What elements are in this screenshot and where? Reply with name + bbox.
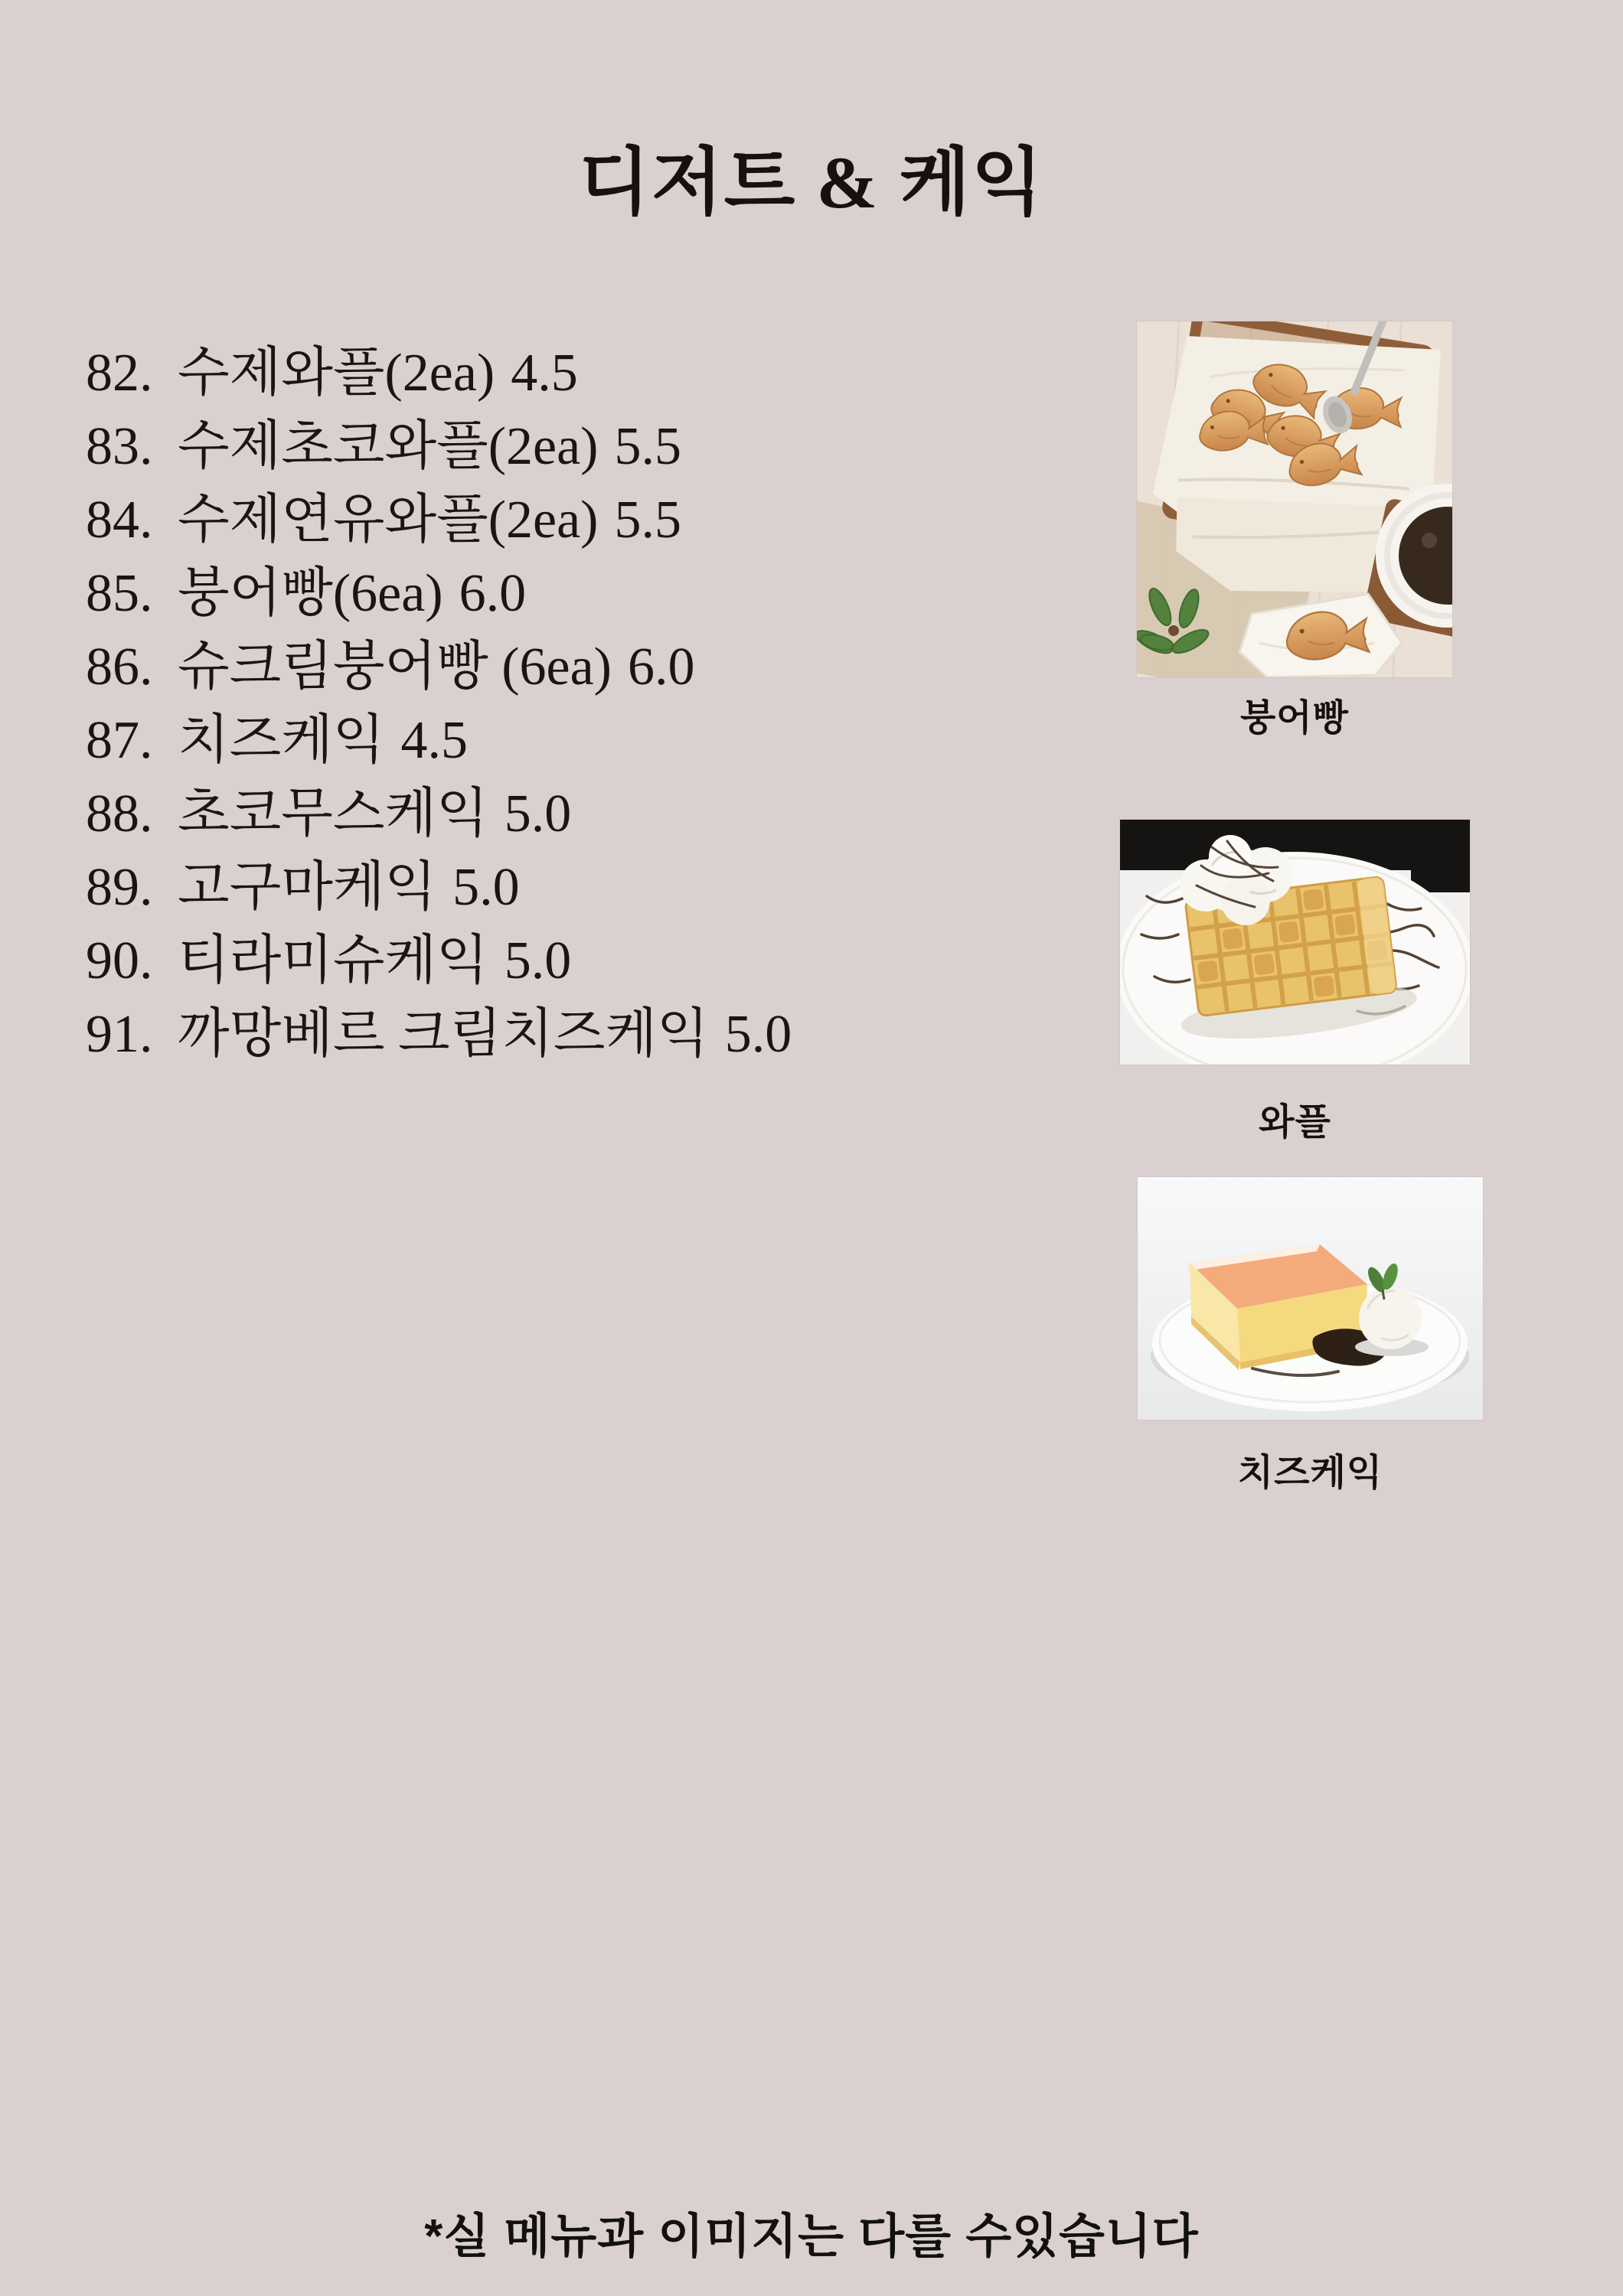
item-name: 초코무스케익 bbox=[178, 784, 488, 843]
item-name: 치즈케익 bbox=[178, 711, 385, 770]
item-price: 5.5 bbox=[614, 491, 681, 550]
item-price: 5.0 bbox=[452, 858, 520, 917]
item-number: 90. bbox=[86, 931, 153, 990]
waffle-photo bbox=[1120, 820, 1470, 1065]
item-price: 6.0 bbox=[459, 564, 527, 623]
item-number: 85. bbox=[86, 564, 153, 623]
bungeoppang-photo bbox=[1137, 321, 1452, 677]
menu-item bbox=[86, 925, 792, 998]
menu-item bbox=[86, 704, 792, 778]
item-price: 5.5 bbox=[614, 417, 681, 476]
item-price: 5.0 bbox=[504, 931, 572, 990]
cheesecake-photo bbox=[1138, 1177, 1483, 1420]
item-name: 고구마케익 bbox=[178, 858, 437, 917]
figure-waffle bbox=[1120, 820, 1470, 1145]
item-name: 티라미슈케익 bbox=[178, 931, 488, 990]
item-name: 수제와플(2ea) bbox=[178, 344, 495, 403]
item-number: 86. bbox=[86, 638, 153, 696]
item-number: 87. bbox=[86, 711, 153, 770]
item-name: 수제연유와플(2ea) bbox=[178, 491, 599, 550]
item-number: 82. bbox=[86, 344, 153, 403]
figure-cheesecake bbox=[1138, 1177, 1483, 1495]
footer-note: *실 메뉴과 이미지는 다를 수있습니다 bbox=[424, 2210, 1199, 2263]
menu-item bbox=[86, 337, 792, 410]
menu-item bbox=[86, 631, 792, 704]
item-price: 5.0 bbox=[724, 1005, 792, 1064]
item-name: 슈크림붕어빵 (6ea) bbox=[178, 638, 612, 696]
item-number: 83. bbox=[86, 417, 153, 476]
figure-bungeoppang bbox=[1137, 321, 1452, 741]
menu-item bbox=[86, 998, 792, 1071]
item-number: 89. bbox=[86, 858, 153, 917]
item-price: 6.0 bbox=[627, 638, 695, 696]
figure-caption: 치즈케익 bbox=[1237, 1453, 1383, 1493]
menu-item bbox=[86, 851, 792, 925]
item-number: 88. bbox=[86, 784, 153, 843]
menu-item bbox=[86, 557, 792, 631]
item-price: 4.5 bbox=[511, 344, 578, 403]
figure-caption: 와플 bbox=[1259, 1102, 1331, 1143]
item-number: 84. bbox=[86, 491, 153, 550]
item-number: 91. bbox=[86, 1005, 153, 1064]
figure-caption: 붕어빵 bbox=[1239, 698, 1350, 739]
item-name: 까망베르 크림치즈케익 bbox=[178, 1005, 709, 1064]
menu-item bbox=[86, 778, 792, 851]
page-title: 디저트 & 케익 bbox=[579, 142, 1044, 223]
menu-item bbox=[86, 410, 792, 484]
item-name: 수제초코와플(2ea) bbox=[178, 417, 599, 476]
item-name: 붕어빵(6ea) bbox=[178, 564, 443, 623]
menu-item bbox=[86, 484, 792, 557]
menu-list bbox=[86, 337, 792, 1071]
item-price: 5.0 bbox=[504, 784, 572, 843]
item-price: 4.5 bbox=[400, 711, 468, 770]
